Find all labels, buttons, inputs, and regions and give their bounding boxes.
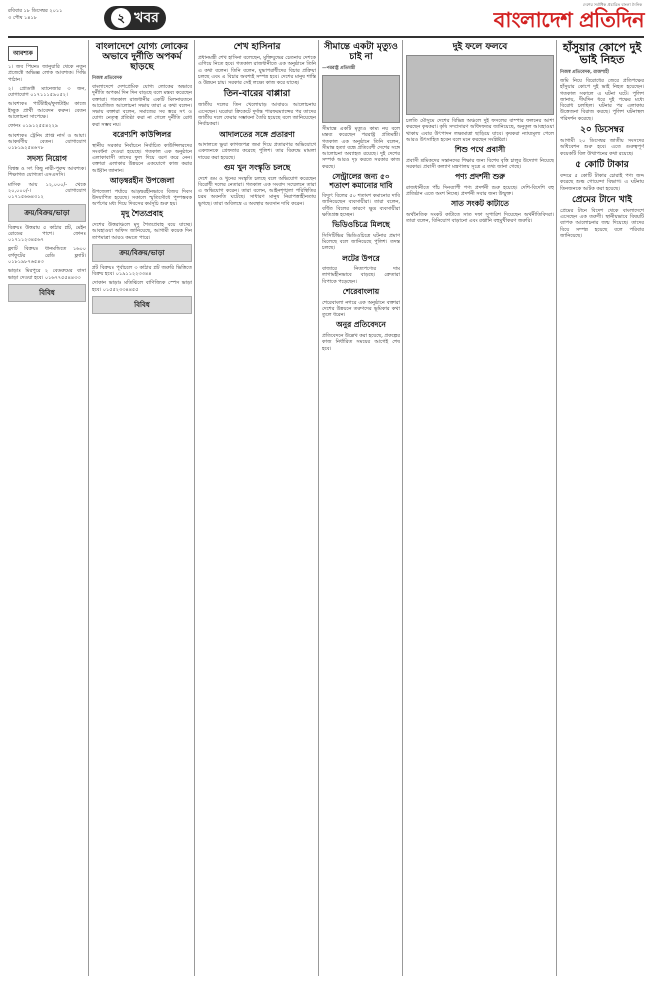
article-body: দেশে গুম ও খুনের সংস্কৃতি চলছে বলে অভিযোগ করেছেন বিরোধী দলের নেতারা। গতকাল এক সংবাদ সম্মেলনে তারা এ অভিযোগ করেন। তারা বলেন, আইনশৃঙ্খলা পরিস্থিতির চরম অবনতি ঘটেছে। সাধারণ মানুষ নিরাপত্তাহীনতায় ভুগছে। তারা অবিলম্বে এ অবস্থার অবসান দাবি করেন। [198, 175, 316, 207]
classified-ad: ফোনঃ ০১৯১২৫৫৪২২৯ [8, 123, 59, 130]
column-3 [198, 40, 316, 976]
column-divider [318, 40, 319, 976]
classified-ad: আবশ্যকঃ পার্টটাইম/ফুলটাইম কাজে ইচ্ছুক প্রার্থী আবেদন করুন। বেতন আলোচনা সাপেক্ষে। [8, 101, 86, 121]
article-body: স্থানীয় সরকার নির্বাচনে নির্বাচিত কাউন্সিলরদের সংবর্ধনা দেওয়া হয়েছে। গতকাল এক অনুষ্ঠানে এলাকাবাসী তাদের ফুল দিয়ে বরণ করে নেন। বক্তারা এলাকার উন্নয়নে একযোগে কাজ করার আহ্বান জানান। [92, 142, 192, 174]
article-byline: নিজস্ব প্রতিবেদক, রাজশাহী [560, 70, 609, 75]
article-headline: প্রেমের টানে খাই [572, 194, 632, 205]
article-headline: ২০ ডিসেম্বর [580, 125, 624, 136]
article-body: উপজেলা পর্যায়ে আড়ম্বরহীনভাবে বিজয় দিবস উদযাপিত হয়েছে। সকালে স্মৃতিসৌধে পুষ্পস্তবক অর্পণের মধ্য দিয়ে দিবসের কর্মসূচি শুরু হয়। [92, 188, 192, 208]
section-name: খবর [134, 10, 159, 26]
classified-ad: প্লট বিক্রয়ঃ পূর্বাচলে ৩ কাঠার প্লট জরুরি ভিত্তিতে বিক্রয় হবে। ০১৯১১২২৩৩৪৪ [92, 264, 192, 278]
classified-ad: ১। জব পিয়নঃ জানুয়ারি থেকে নতুন প্রজেক্টে অভিজ্ঞ লোক আবশ্যক। সিভি পাঠান। [8, 64, 86, 83]
article-body: প্রতিবেদনে উল্লেখ করা হয়েছে, প্রকল্পের কাজ নির্ধারিত সময়ের আগেই শেষ হবে। [322, 332, 400, 352]
article-body: রাজধানীতে পাঁচ দিনব্যাপী পণ্য প্রদর্শনী শুরু হয়েছে। দেশি-বিদেশি বহু প্রতিষ্ঠান এতে অংশ নিচ্ছে। প্রদর্শনী সবার জন্য উন্মুক্ত। [406, 184, 554, 198]
classified-ad: মাসিক আয় ১২,০০০/- থেকে ২০,০০০/-। যোগাযোগ ০১৭১৫৬৬৪৩১২ [8, 181, 86, 201]
article-headline: শেরেবাংলায় [342, 287, 380, 297]
article-body: বন্দরে ৫ কোটি টাকার চোরাই পণ্য জব্দ করেছে শুল্ক গোয়েন্দা বিভাগ। এ ঘটনায় তিনজনকে আটক করা হয়েছে। [560, 172, 644, 192]
article-body: শেরেবাংলা নগরে এক অনুষ্ঠানে বক্তারা দেশের উন্নয়নে তরুণদের ভূমিকার কথা তুলে ধরেন। [322, 299, 400, 319]
column-classifieds [8, 40, 86, 976]
article-headline: হাঁসুয়ার কোপে দুই ভাই নিহত [562, 41, 642, 66]
column-2 [92, 40, 192, 976]
article-headline: অনুর প্রতিবেদনে [336, 320, 386, 330]
article-headline: তিন-বারের বাপ্পারা [223, 89, 291, 100]
article-headline: গুম খুন সংস্কৃতি চলছে [223, 163, 291, 173]
classified-ad: বিক্রয়ঃ উত্তরায় ৫ কাঠার প্লট, মেইন রোডের পাশে। ফোনঃ ০১৭১১২৩৪৫৬৭ [8, 224, 86, 244]
article-headline: বাংলাদেশে যোগ্য লোকের অভাবে দুর্নীতি অপকর্ম ছাড়ছে [95, 42, 189, 72]
classified-ad: ২। প্রোডাক্ট ম্যানেজার ৩ জন, যোগাযোগ ০১৭১১১৫৯০৫২। [8, 85, 86, 99]
column-divider [402, 40, 403, 976]
article-headline: লটের উপরে [342, 253, 380, 263]
article-body: প্রধানমন্ত্রী শেখ হাসিনা বলেছেন, মুক্তিযুদ্ধের চেতনায় দেশকে এগিয়ে নিতে হবে। গতকাল রাজধানীতে এক অনুষ্ঠানে তিনি এ কথা বলেন। তিনি বলেন, যুদ্ধাপরাধীদের বিচার প্রক্রিয়া চলছে এবং এ বিচার অবশ্যই সম্পন্ন হবে। দেশের মানুষ শান্তি ও উন্নয়ন চায়। সরকার সেই লক্ষ্যে কাজ করে যাচ্ছে। [198, 55, 316, 87]
news-photo [322, 75, 400, 123]
article-headline: শিশু পথে প্রবাসী [454, 145, 506, 155]
article-headline: সাত সংকট কাটাতে [451, 199, 509, 209]
ad-category-bar: ক্রয়/বিক্রয়/ভাড়া [8, 204, 86, 222]
classified-ad: আবশ্যকঃ ট্রেনিং প্রাপ্ত নার্স ও আয়া। আকর্ষণীয় বেতন। যোগাযোগ ০১৮১৯২৫৪৬৭৮ [8, 132, 86, 152]
article-body: বাজারে নিত্যপণ্যের দাম লাগামহীনভাবে বাড়ছে। ক্রেতারা বিপাকে পড়েছেন। [322, 266, 400, 285]
article-headline: আদালতের সঙ্গে প্রতারণা [219, 129, 295, 139]
classified-ad: বিশ্বস্ত ও সৎ কিছু নারী-পুরুষ আবশ্যক। শিক্ষাগত যোগ্যতা এসএসসি। [8, 166, 86, 179]
article-headline: বরেণ্যশি কাউন্সিলর [112, 130, 172, 140]
article-body: প্রবাসী শ্রমিকদের সন্তানদের শিক্ষার জন্য বিশেষ বৃত্তি চালুর উদ্যোগ নিয়েছে সরকার। প্রবাসী কল্যাণ মন্ত্রণালয় সূত্রে এ তথ্য জানা গেছে। [406, 157, 554, 170]
column-divider [556, 40, 557, 976]
article-headline: পণ্য প্রদর্শনী শুরু [455, 172, 505, 182]
article-body: অর্থনৈতিক সংকট কাটাতে সাত দফা সুপারিশ দিয়েছেন অর্থনীতিবিদরা। তারা বলেন, বিনিয়োগ বাড়ানো এবং রপ্তানি বহুমুখীকরণ জরুরি। [406, 211, 554, 225]
article-body: সিসিটিভির ভিডিওচিত্রে ঘটনার প্রমাণ মিলেছে বলে জানিয়েছে পুলিশ। তদন্ত চলছে। [322, 232, 400, 252]
article-body: দেশের উত্তরাঞ্চলে মৃদু শৈত্যপ্রবাহ বয়ে যাচ্ছে। আবহাওয়া অফিস জানিয়েছে, আগামী কয়েক দিন তাপমাত্রা আরও কমতে পারে। [92, 221, 192, 241]
article-body: প্রেমের টানে বিদেশ থেকে বাংলাদেশে এসেছেন এক তরুণী। স্থানীয়ভাবে বিষয়টি ব্যাপক আলোচনার জন্ম দিয়েছে। তাদের বিয়ে সম্পন্ন হয়েছে বলে পরিবার জানিয়েছে। [560, 207, 644, 240]
date-line-bangla: ৩ পৌষ ১৪১৮ [8, 15, 38, 21]
column-4 [322, 40, 400, 976]
column-divider [88, 40, 89, 976]
article-body: জাতীয় দলের তিন খেলোয়াড় আবারও আলোচনায় এসেছেন। ঘরোয়া ক্রিকেটে দুর্দান্ত পারফরম্যান্সের পর তাদের জাতীয় দলে ফেরার সম্ভাবনা তৈরি হয়েছে বলে জানিয়েছেন নির্বাচকরা। [198, 102, 316, 128]
article-body: আদালতে ভুয়া কাগজপত্র জমা দিয়ে প্রতারণার অভিযোগে একজনকে গ্রেফতার করেছে পুলিশ। তার বিরুদ্ধে মামলা দায়ের করা হয়েছে। [198, 142, 316, 161]
date-line-gregorian: রবিবার ১৮ ডিসেম্বর ২০১১ [8, 8, 63, 14]
news-photo [406, 55, 554, 115]
classified-section-title: আবশ্যক [8, 46, 38, 61]
logo-text: বাংলাদেশ প্রতিদিন [493, 7, 644, 32]
article-headline: সেন্ট্রালের জন্য ৫০ শতাংশ কমানোর দাবি [329, 172, 393, 190]
article-headline: আড়ম্বরহীন উপজেলা [109, 176, 175, 186]
column-divider [194, 40, 195, 976]
classified-subheading: সদস্য নিয়োগ [27, 153, 67, 163]
article-byline: —পররাষ্ট্র প্রতিমন্ত্রী [322, 66, 356, 71]
classified-ad: ভাড়াঃ মিরপুরে ২ বেডরুমের বাসা ভাড়া দেওয়া হবে। ০১৬৭৭৫৫৪৪৩৩ [8, 268, 86, 281]
logo-tagline: দেশের সর্বাধিক প্রচারিত বাংলা দৈনিক [582, 2, 642, 7]
page-header [8, 4, 644, 38]
article-headline: ভিডিওচিত্রে মিলছে [332, 220, 390, 230]
ad-category-bar: বিবিধ [92, 296, 192, 314]
article-headline: দুই ফলে ফলবে [452, 42, 508, 52]
article-headline: সীমান্তে একটা মৃত্যুও চাই না [324, 42, 398, 62]
article-headline: শেখ হাসিনার [233, 42, 281, 52]
column-6 [560, 40, 644, 976]
classified-ad: দোকান ভাড়াঃ মতিঝিলে বাণিজ্যিক স্পেস ভাড়া হবে। ০১৫৫২৩৩৪৪৫৫ [92, 280, 192, 293]
article-body: বাংলাদেশে দেশপ্রেমিক যোগ্য লোকের অভাবে দুর্নীতি অপকর্ম দিন দিন বাড়ছে বলে মন্তব্য করেছেন বক্তারা। গতকাল রাজধানীর একটি মিলনায়তনে আয়োজিত আলোচনা সভায় তারা এ কথা বলেন। সভায় বক্তারা বলেন, সমাজের সব স্তরে সৎ ও যোগ্য নেতৃত্ব প্রতিষ্ঠা করা না গেলে দুর্নীতি রোধ করা সম্ভব নয়। [92, 84, 192, 128]
article-headline: ৫ কোটি টাকার [575, 159, 629, 170]
date-block [8, 8, 62, 22]
section-number: ২ [111, 8, 131, 28]
section-badge [104, 6, 166, 30]
ad-category-bar: ক্রয়/বিক্রয়/ভাড়া [92, 244, 192, 262]
newspaper-logo [494, 4, 644, 32]
article-body: জমি নিয়ে বিরোধের জেরে প্রতিপক্ষের হাঁসুয়ার কোপে দুই ভাই নিহত হয়েছেন। গতকাল সকালে এ ঘটনা ঘটে। পুলিশ জানায়, দীর্ঘদিন ধরে দুই পক্ষের মধ্যে বিরোধ চলছিল। ঘটনার পর এলাকায় উত্তেজনা বিরাজ করছে। পুলিশ ঘটনাস্থল পরিদর্শন করেছে। [560, 78, 644, 122]
article-body: চলতি মৌসুমে দেশের বিভিন্ন অঞ্চলে দুই ফসলের বাম্পার ফলনের আশা করছেন কৃষকরা। কৃষি সম্প্রসারণ অধিদফতর জানিয়েছে, অনুকূল আবহাওয়া থাকায় এবার উৎপাদন লক্ষ্যমাত্রা ছাড়িয়ে যাবে। কৃষকরা ন্যায্যমূল্য পেলে আরও উৎসাহিত হবেন বলে মনে করছেন সংশ্লিষ্টরা। [406, 118, 554, 143]
column-5 [406, 40, 554, 976]
article-body: আগামী ২০ ডিসেম্বর জাতীয় সংসদের অধিবেশন শুরু হবে। এতে গুরুত্বপূর্ণ কয়েকটি বিল উত্থাপনের কথা রয়েছে। [560, 138, 644, 157]
ad-category-bar: বিবিধ [8, 284, 86, 302]
classified-ad: ফ্ল্যাট বিক্রয়ঃ ধানমন্ডিতে ১৬০০ বর্গফুটের রেডি ফ্ল্যাট। ০১৮১৯৮৭৬৫৪৩ [8, 246, 86, 266]
article-body: সীমান্তে একটি মৃত্যুও কাম্য নয় বলে মন্তব্য করেছেন পররাষ্ট্র প্রতিমন্ত্রী। গতকাল এক অনুষ্ঠানে তিনি বলেন, সীমান্ত হত্যা বন্ধে প্রতিবেশী দেশের সঙ্গে আলোচনা অব্যাহত রয়েছে। দুই দেশের সম্পর্ক আরও দৃঢ় করতে সরকার কাজ করছে। [322, 126, 400, 170]
article-headline: মৃদু শৈত্যপ্রবাহ [121, 209, 163, 219]
article-body: বিদ্যুৎ বিলের ৫০ শতাংশ কমানোর দাবি জানিয়েছেন ব্যবসায়ীরা। তারা বলেন, বর্ধিত বিলের কারণে ক্ষুদ্র ব্যবসায়ীরা ক্ষতিগ্রস্ত হচ্ছেন। [322, 193, 400, 218]
article-byline: নিজস্ব প্রতিবেদক [92, 76, 123, 81]
